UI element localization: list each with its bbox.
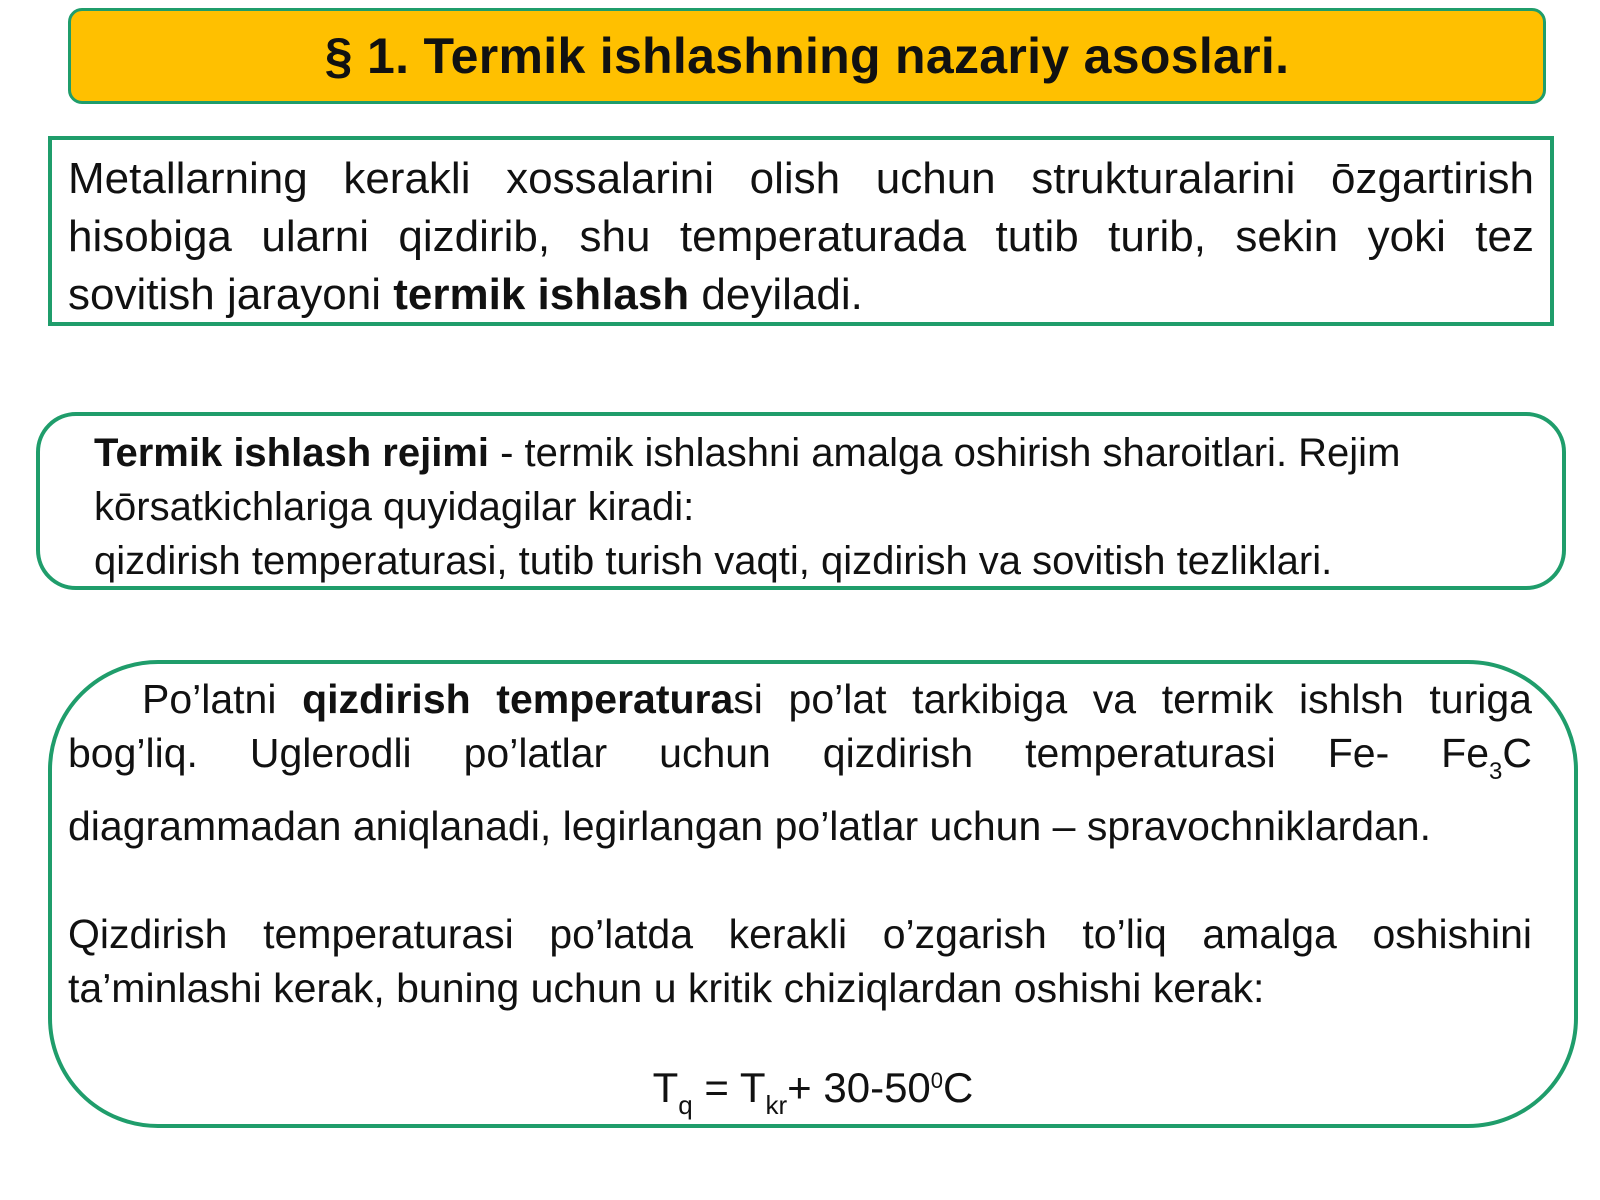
regime-term: Termik ishlash rejimi xyxy=(94,431,489,475)
formula-t2-sub: kr xyxy=(765,1090,788,1120)
regime-box xyxy=(36,412,1566,590)
regime-line-1-rest: - termik ishlashni amalga oshirish sharoitlari. Rejim xyxy=(488,431,1401,475)
definition-text xyxy=(68,150,1534,324)
regime-line-2: kōrsatkichlariga quyidagilar kiradi: xyxy=(94,485,695,529)
heating-paragraph-1 xyxy=(68,672,1532,853)
regime-line-1 xyxy=(94,426,1562,480)
heating-p1-end: C diagrammadan aniqlanadi, legirlangan po’latlar uchun – spravochniklardan. xyxy=(68,730,1532,849)
definition-text-after: deyiladi. xyxy=(689,270,863,319)
heating-p1-start: Po’latni xyxy=(142,676,303,722)
formula-degree: 0 xyxy=(930,1068,944,1093)
formula-t1: T xyxy=(652,1064,679,1111)
formula-plus: + 30-50 xyxy=(787,1064,931,1111)
definition-box xyxy=(48,136,1554,326)
heating-p1-mid: si po’lat tarkibiga va termik ishlsh turiga bog’liq. Uglerodli po’latlar uchun qizdirish temperaturasi Fe- Fe xyxy=(68,676,1532,776)
formula-unit: C xyxy=(943,1064,974,1111)
regime-line-3: qizdirish temperaturasi, tutib turish vaqti, qizdirish va sovitish tezliklari. xyxy=(94,539,1333,583)
fe3c-subscript: 3 xyxy=(1489,758,1503,785)
heating-p1-bold: qizdirish temperatura xyxy=(302,676,734,722)
temperature-formula xyxy=(52,1054,1574,1132)
heating-temperature-box xyxy=(48,660,1578,1128)
definition-term: termik ishlash xyxy=(393,270,690,319)
formula-t1-sub: q xyxy=(678,1090,693,1120)
title-banner xyxy=(68,8,1546,104)
page-title: § 1. Termik ishlashning nazariy asoslari. xyxy=(324,28,1290,84)
definition-text-before: Metallarning kerakli xossalarini olish uchun strukturalarini ōzgartirish hisobiga ularni qizdirib, shu temperaturada tutib turib, sekin yoki tez sovitish jarayoni xyxy=(68,154,1534,319)
formula-eq: = T xyxy=(692,1064,766,1111)
heating-paragraph-2: Qizdirish temperaturasi po’latda kerakli o’zgarish to’liq amalga oshishini ta’minlashi kerak, buning uchun u kritik chiziqlardan oshishi kerak: xyxy=(68,911,1532,1011)
